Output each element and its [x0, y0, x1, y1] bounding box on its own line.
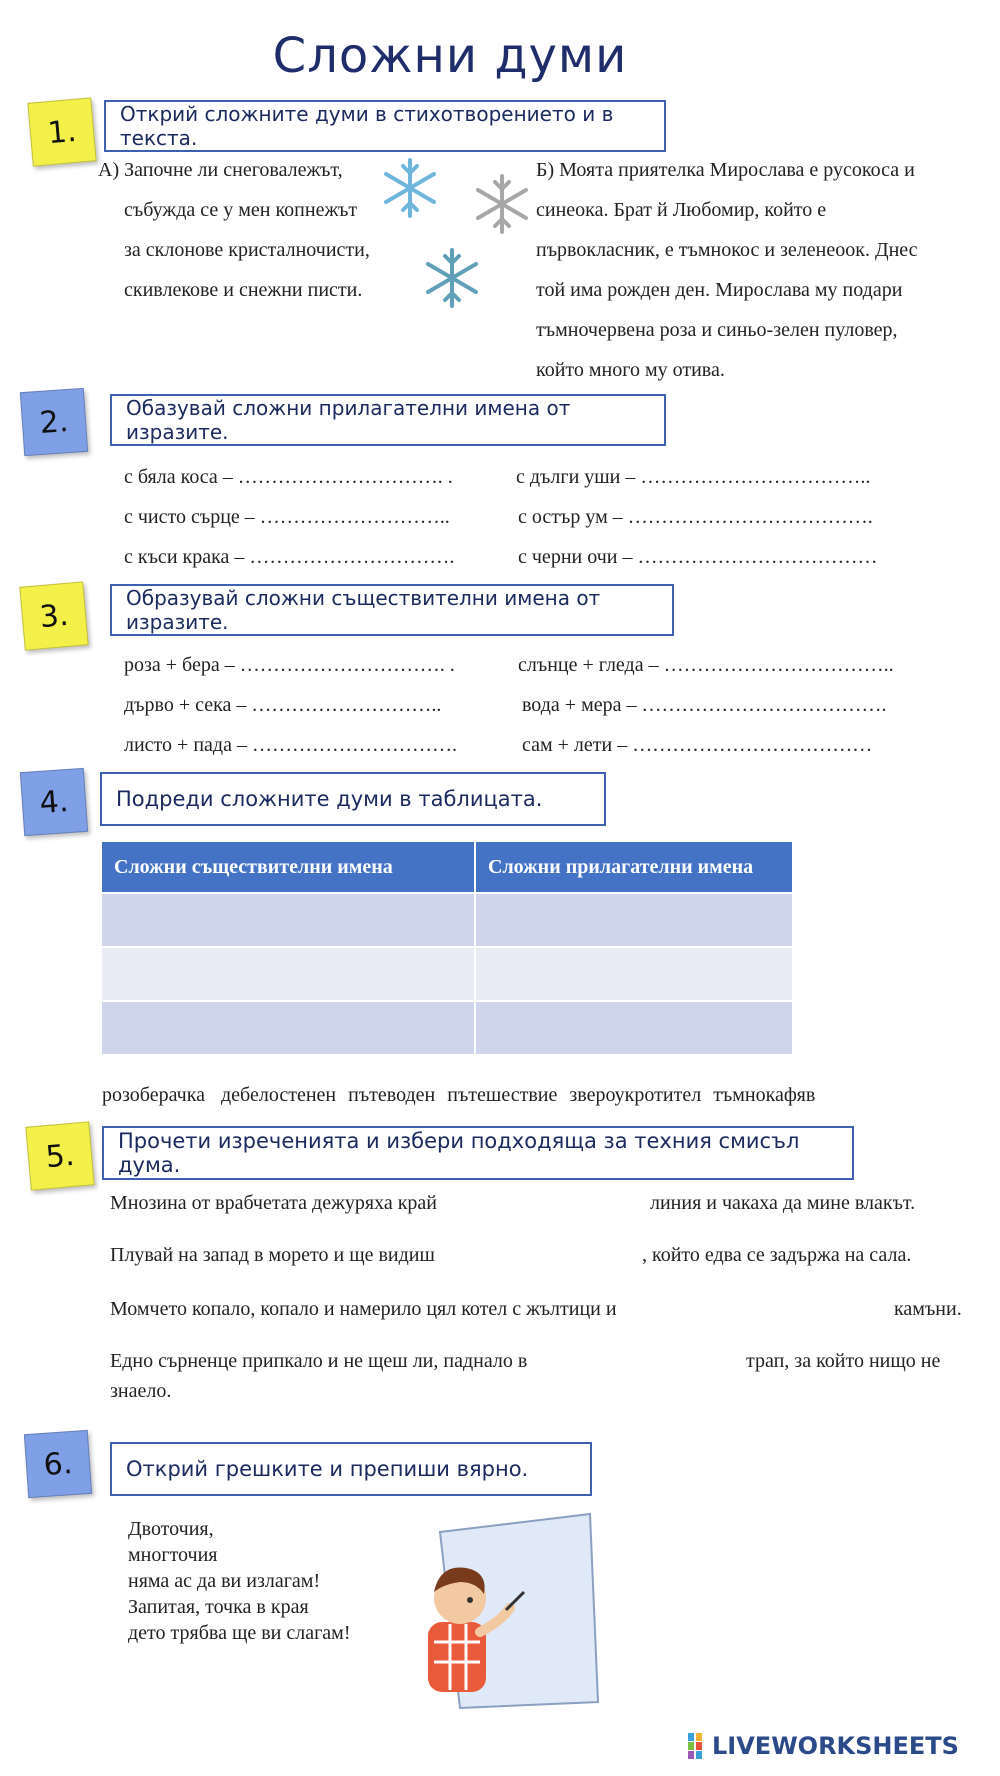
sentence-after: трап, за който нищо не	[746, 1350, 941, 1372]
brand-name: LIVEWORKSHEETS	[712, 1732, 959, 1760]
sentence-after: камъни.	[894, 1298, 962, 1320]
word-bank-item[interactable]: дебелостенен	[221, 1084, 337, 1106]
boy-drawing-illustration	[400, 1512, 600, 1712]
table-cell[interactable]	[475, 1001, 793, 1055]
table-row	[101, 1001, 793, 1055]
liveworksheets-logo-icon	[688, 1733, 710, 1759]
task-number-4: 4.	[20, 768, 88, 836]
table-row	[101, 947, 793, 1001]
task-number-1: 1.	[27, 97, 96, 166]
sentence-before: Плувай на запад в морето и ще видиш	[110, 1244, 435, 1266]
sentence-after: линия и чакаха да мине влакът.	[650, 1192, 916, 1214]
adjective-item[interactable]: с бяла коса – …………………………. .	[124, 466, 453, 488]
table-header: Сложни съществителни имена	[101, 841, 475, 893]
text-b-line: синеока. Брат й Любомир, който е	[536, 199, 827, 221]
noun-item[interactable]: вода + мера – ……………………………….	[522, 694, 887, 716]
task-5-instruction: Прочети изреченията и избери подходяща за техния смисъл дума.	[102, 1126, 854, 1180]
adjective-item[interactable]: с дълги уши – ……………………………..	[516, 466, 871, 488]
text-b	[536, 150, 918, 390]
word-bank-item[interactable]: пътеводен	[348, 1084, 436, 1106]
poem-a-line: събужда се у мен копнежът	[124, 199, 358, 221]
noun-item[interactable]: слънце + гледа – ……………………………..	[518, 654, 894, 676]
text-b-line: Б) Моята приятелка Мирослава е русокоса и	[536, 159, 915, 181]
noun-item[interactable]: дърво + сека – ………………………..	[124, 694, 442, 716]
answer-blank[interactable]	[476, 1188, 636, 1218]
poem-a-line: А) Започне ли снеговалежът,	[98, 159, 343, 181]
answer-blank[interactable]	[686, 1294, 886, 1324]
sentence-after: , който едва се задържа на сала.	[642, 1244, 912, 1266]
poem-a	[98, 150, 370, 310]
snowflake-icon	[470, 172, 534, 236]
word-bank-item[interactable]: розоберачка	[102, 1084, 205, 1106]
task-2-instruction: Обазувай сложни прилагателни имена от изразите.	[110, 394, 666, 446]
poem-6-line: Запитая, точка в края	[128, 1596, 309, 1618]
task-number-2: 2.	[20, 388, 88, 456]
task-number-5: 5.	[25, 1121, 94, 1190]
poem-a-line: скивлекове и снежни писти.	[124, 279, 363, 301]
poem-6-line: Двоточия,	[128, 1518, 214, 1540]
noun-item[interactable]: сам + лети – ………………………………	[522, 734, 873, 756]
word-bank-item[interactable]: звероукротител	[569, 1084, 702, 1106]
word-bank-item[interactable]: пътешествие	[447, 1084, 558, 1106]
answer-blank[interactable]	[582, 1346, 742, 1376]
poem-6-line: дето трябва ще ви слагам!	[128, 1622, 351, 1644]
noun-item[interactable]: листо + пада – ………………………….	[124, 734, 457, 756]
table-cell[interactable]	[101, 947, 475, 1001]
page-title: Сложни думи	[272, 28, 628, 84]
poem-6	[128, 1516, 351, 1646]
table-cell[interactable]	[101, 1001, 475, 1055]
table-header: Сложни прилагателни имена	[475, 841, 793, 893]
answer-blank[interactable]	[478, 1240, 638, 1270]
adjective-item[interactable]: с черни очи – ………………………………	[518, 546, 878, 568]
adjective-item[interactable]: с къси крака – ………………………….	[124, 546, 455, 568]
sentence-before: Мнозина от врабчетата дежуряха край	[110, 1192, 438, 1214]
table-row	[101, 893, 793, 947]
adjective-item[interactable]: с чисто сърце – ………………………..	[124, 506, 450, 528]
sentence-before: Момчето копало, копало и намерило цял котел с жълтици и	[110, 1298, 617, 1320]
task-3-instruction: Образувай сложни съществителни имена от изразите.	[110, 584, 674, 636]
task-number-3: 3.	[19, 581, 88, 650]
text-b-line: тъмночервена роза и синьо-зелен пуловер,	[536, 319, 898, 341]
table-cell[interactable]	[101, 893, 475, 947]
adjective-item[interactable]: с остър ум – ……………………………….	[518, 506, 873, 528]
sentence-before: Едно сърненце припкало и не щеш ли, паднало в	[110, 1350, 528, 1372]
snowflake-icon	[378, 156, 442, 220]
table-cell[interactable]	[475, 893, 793, 947]
task-6-instruction: Открий грешките и препиши вярно.	[110, 1442, 592, 1496]
table-cell[interactable]	[475, 947, 793, 1001]
text-b-line: той има рожден ден. Мирослава му подари	[536, 279, 903, 301]
word-bank	[102, 1084, 815, 1107]
snowflake-icon	[420, 246, 484, 310]
text-b-line: първокласник, е тъмнокос и зеленеоок. Днес	[536, 239, 918, 261]
sentence-continuation: знаело.	[110, 1380, 172, 1402]
task-4-instruction: Подреди сложните думи в таблицата.	[100, 772, 606, 826]
word-bank-item[interactable]: тъмнокафяв	[713, 1084, 816, 1106]
noun-item[interactable]: роза + бера – …………………………. .	[124, 654, 455, 676]
poem-6-line: многточия	[128, 1544, 218, 1566]
task-1-instruction: Открий сложните думи в стихотворението и в текста.	[104, 100, 666, 152]
sorting-table	[100, 840, 794, 1056]
brand-logo	[688, 1732, 959, 1760]
poem-a-line: за склонове кристалночисти,	[124, 239, 370, 261]
text-b-line: който много му отива.	[536, 359, 725, 381]
task-number-6: 6.	[24, 1430, 92, 1498]
poem-6-line: няма ас да ви излагам!	[128, 1570, 321, 1592]
